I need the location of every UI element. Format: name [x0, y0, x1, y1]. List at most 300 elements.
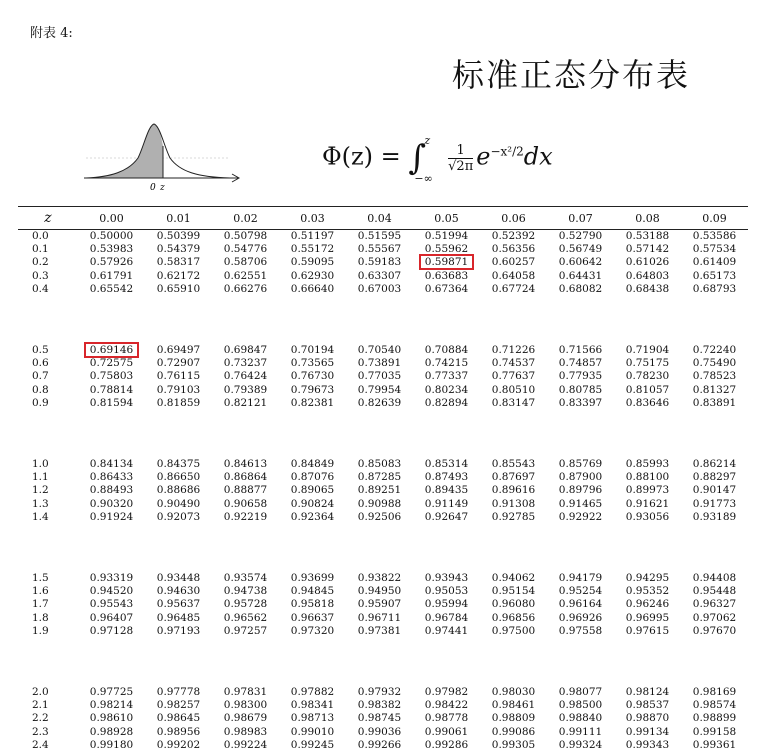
probability-cell — [547, 712, 614, 725]
probability-value: 0.98077 — [559, 686, 602, 698]
probability-value: 0.65542 — [90, 283, 133, 295]
probability-cell — [212, 471, 279, 484]
probability-cell — [145, 484, 212, 497]
probability-cell — [279, 686, 346, 699]
probability-value: 0.99180 — [90, 739, 133, 751]
probability-value: 0.96485 — [157, 612, 200, 624]
probability-cell — [145, 686, 212, 699]
probability-value: 0.98840 — [559, 712, 602, 724]
probability-value: 0.66640 — [291, 283, 334, 295]
probability-cell — [346, 625, 413, 638]
z-value-cell: 0.0 — [18, 230, 78, 244]
probability-value: 0.53983 — [90, 243, 133, 255]
probability-cell — [413, 612, 480, 625]
probability-value: 0.66276 — [224, 283, 267, 295]
probability-value: 0.96407 — [90, 612, 133, 624]
probability-value: 0.95352 — [626, 585, 669, 597]
upper-limit: z — [424, 134, 430, 147]
probability-cell — [279, 344, 346, 357]
z-value-cell: 1.3 — [18, 498, 78, 511]
probability-cell — [346, 344, 413, 357]
z-value-cell: 0.6 — [18, 357, 78, 370]
table-row — [18, 344, 748, 357]
probability-value: 0.97062 — [693, 612, 736, 624]
probability-cell — [346, 230, 413, 244]
probability-cell — [145, 471, 212, 484]
probability-value: 0.70194 — [291, 344, 334, 356]
probability-value: 0.99286 — [425, 739, 468, 751]
probability-value: 0.57534 — [693, 243, 736, 255]
probability-value: 0.91924 — [90, 511, 133, 523]
probability-cell — [346, 498, 413, 511]
probability-cell — [346, 598, 413, 611]
probability-value: 0.90490 — [157, 498, 200, 510]
probability-cell — [480, 458, 547, 471]
table-row — [18, 256, 748, 269]
probability-cell — [547, 484, 614, 497]
probability-value: 0.83147 — [492, 397, 535, 409]
highlighted-probability-value: 0.69146 — [86, 344, 137, 356]
probability-cell — [212, 572, 279, 585]
probability-cell — [212, 699, 279, 712]
probability-cell — [279, 484, 346, 497]
probability-value: 0.89065 — [291, 484, 334, 496]
probability-cell — [413, 270, 480, 283]
probability-cell — [480, 344, 547, 357]
probability-value: 0.79103 — [157, 384, 200, 396]
probability-value: 0.69847 — [224, 344, 267, 356]
probability-cell — [547, 498, 614, 511]
probability-value: 0.94738 — [224, 585, 267, 597]
probability-cell — [413, 511, 480, 524]
probability-cell — [614, 471, 681, 484]
probability-cell — [212, 511, 279, 524]
probability-value: 0.98745 — [358, 712, 401, 724]
probability-value: 0.81057 — [626, 384, 669, 396]
probability-value: 0.68438 — [626, 283, 669, 295]
probability-value: 0.54776 — [224, 243, 267, 255]
probability-value: 0.98500 — [559, 699, 602, 711]
probability-cell — [614, 370, 681, 383]
probability-value: 0.92785 — [492, 511, 535, 523]
probability-cell — [480, 270, 547, 283]
probability-value: 0.97778 — [157, 686, 200, 698]
probability-cell — [78, 726, 145, 739]
z-value-cell: 1.8 — [18, 612, 78, 625]
probability-value: 0.71566 — [559, 344, 602, 356]
probability-cell — [547, 270, 614, 283]
table-row — [18, 370, 748, 383]
probability-cell — [614, 243, 681, 256]
probability-cell — [614, 572, 681, 585]
probability-value: 0.74537 — [492, 357, 535, 369]
probability-value: 0.87285 — [358, 471, 401, 483]
probability-cell — [212, 712, 279, 725]
table-row — [18, 625, 748, 638]
probability-cell — [681, 370, 748, 383]
probability-cell — [78, 256, 145, 269]
table-row — [18, 230, 748, 244]
probability-value: 0.84375 — [157, 458, 200, 470]
probability-cell — [212, 585, 279, 598]
probability-cell — [547, 585, 614, 598]
probability-value: 0.90988 — [358, 498, 401, 510]
probability-value: 0.78814 — [90, 384, 133, 396]
table-row — [18, 484, 748, 497]
probability-value: 0.96926 — [559, 612, 602, 624]
probability-value: 0.97670 — [693, 625, 736, 637]
table-row — [18, 712, 748, 725]
probability-value: 0.96080 — [492, 598, 535, 610]
group-spacer — [18, 524, 748, 572]
probability-cell — [145, 739, 212, 752]
column-header: 0.08 — [614, 207, 681, 230]
probability-cell — [480, 699, 547, 712]
probability-cell — [413, 686, 480, 699]
probability-cell — [547, 370, 614, 383]
probability-cell — [78, 686, 145, 699]
probability-cell — [480, 283, 547, 296]
probability-value: 0.99111 — [559, 726, 602, 738]
probability-value: 0.61026 — [626, 256, 669, 268]
probability-value: 0.86433 — [90, 471, 133, 483]
probability-value: 0.77337 — [425, 370, 468, 382]
probability-value: 0.76115 — [157, 370, 200, 382]
probability-cell — [614, 511, 681, 524]
probability-cell — [346, 243, 413, 256]
probability-value: 0.85769 — [559, 458, 602, 470]
probability-cell — [145, 283, 212, 296]
probability-cell — [681, 712, 748, 725]
probability-cell — [78, 511, 145, 524]
probability-cell — [413, 458, 480, 471]
probability-cell — [614, 283, 681, 296]
probability-cell — [279, 357, 346, 370]
probability-value: 0.86214 — [693, 458, 736, 470]
column-header: 0.09 — [681, 207, 748, 230]
probability-value: 0.84849 — [291, 458, 334, 470]
probability-cell — [78, 585, 145, 598]
probability-cell — [346, 397, 413, 410]
z-value-cell: 0.9 — [18, 397, 78, 410]
probability-cell — [413, 256, 480, 269]
probability-cell — [279, 471, 346, 484]
probability-value: 0.98030 — [492, 686, 535, 698]
probability-value: 0.94179 — [559, 572, 602, 584]
probability-value: 0.79673 — [291, 384, 334, 396]
probability-cell — [547, 572, 614, 585]
probability-cell — [346, 357, 413, 370]
probability-value: 0.98169 — [693, 686, 736, 698]
probability-cell — [547, 256, 614, 269]
probability-cell — [212, 739, 279, 752]
table-body — [18, 230, 748, 752]
fraction-denominator: √2π — [448, 159, 473, 174]
probability-cell — [212, 344, 279, 357]
probability-cell — [547, 230, 614, 244]
probability-cell — [614, 625, 681, 638]
probability-value: 0.91149 — [425, 498, 468, 510]
probability-value: 0.93943 — [425, 572, 468, 584]
probability-value: 0.95254 — [559, 585, 602, 597]
appendix-label: 附表 4: — [30, 22, 73, 41]
probability-cell — [681, 256, 748, 269]
probability-value: 0.56749 — [559, 243, 602, 255]
probability-value: 0.80510 — [492, 384, 535, 396]
probability-cell — [346, 572, 413, 585]
probability-cell — [681, 270, 748, 283]
probability-cell — [413, 397, 480, 410]
probability-value: 0.96637 — [291, 612, 334, 624]
probability-value: 0.76730 — [291, 370, 334, 382]
probability-value: 0.99086 — [492, 726, 535, 738]
probability-cell — [346, 739, 413, 752]
probability-cell — [279, 598, 346, 611]
probability-value: 0.98778 — [425, 712, 468, 724]
z-value-cell: 1.0 — [18, 458, 78, 471]
probability-value: 0.88877 — [224, 484, 267, 496]
probability-cell — [145, 625, 212, 638]
probability-value: 0.91773 — [693, 498, 736, 510]
probability-cell — [78, 270, 145, 283]
probability-value: 0.95637 — [157, 598, 200, 610]
table-row — [18, 357, 748, 370]
table-row — [18, 726, 748, 739]
probability-cell — [614, 397, 681, 410]
probability-cell — [279, 712, 346, 725]
probability-value: 0.81594 — [90, 397, 133, 409]
probability-cell — [78, 612, 145, 625]
probability-value: 0.92647 — [425, 511, 468, 523]
table-row — [18, 612, 748, 625]
table-row — [18, 585, 748, 598]
page-title: 标准正态分布表 — [452, 50, 690, 96]
probability-cell — [547, 686, 614, 699]
table-row — [18, 243, 748, 256]
probability-cell — [78, 471, 145, 484]
probability-value: 0.95154 — [492, 585, 535, 597]
table-row — [18, 498, 748, 511]
probability-cell — [547, 726, 614, 739]
probability-value: 0.59183 — [358, 256, 401, 268]
probability-cell — [145, 270, 212, 283]
probability-cell — [681, 625, 748, 638]
probability-cell — [346, 471, 413, 484]
probability-value: 0.95053 — [425, 585, 468, 597]
probability-value: 0.84613 — [224, 458, 267, 470]
probability-cell — [212, 370, 279, 383]
probability-value: 0.65173 — [693, 270, 736, 282]
probability-cell — [145, 572, 212, 585]
probability-cell — [480, 511, 547, 524]
probability-cell — [413, 344, 480, 357]
probability-value: 0.97831 — [224, 686, 267, 698]
probability-value: 0.96784 — [425, 612, 468, 624]
probability-value: 0.51197 — [291, 230, 334, 242]
probability-cell — [681, 397, 748, 410]
probability-cell — [78, 572, 145, 585]
probability-cell — [681, 283, 748, 296]
group-spacer — [18, 638, 748, 686]
probability-value: 0.68793 — [693, 283, 736, 295]
probability-cell — [78, 712, 145, 725]
probability-cell — [413, 699, 480, 712]
probability-cell — [547, 384, 614, 397]
probability-cell — [279, 283, 346, 296]
probability-value: 0.98300 — [224, 699, 267, 711]
probability-value: 0.99266 — [358, 739, 401, 751]
probability-cell — [681, 230, 748, 244]
probability-cell — [614, 585, 681, 598]
fraction — [448, 143, 473, 174]
probability-cell — [78, 243, 145, 256]
probability-value: 0.86864 — [224, 471, 267, 483]
probability-cell — [681, 384, 748, 397]
probability-value: 0.98809 — [492, 712, 535, 724]
probability-value: 0.94630 — [157, 585, 200, 597]
probability-cell — [145, 344, 212, 357]
probability-value: 0.81327 — [693, 384, 736, 396]
probability-cell — [480, 572, 547, 585]
normal-curve-figure — [80, 118, 245, 196]
probability-value: 0.53188 — [626, 230, 669, 242]
probability-cell — [346, 699, 413, 712]
probability-cell — [279, 397, 346, 410]
probability-cell — [480, 384, 547, 397]
probability-cell — [346, 458, 413, 471]
probability-cell — [279, 511, 346, 524]
probability-value: 0.80234 — [425, 384, 468, 396]
probability-value: 0.92364 — [291, 511, 334, 523]
probability-value: 0.88297 — [693, 471, 736, 483]
probability-value: 0.97882 — [291, 686, 334, 698]
probability-cell — [145, 585, 212, 598]
probability-cell — [212, 270, 279, 283]
probability-value: 0.98899 — [693, 712, 736, 724]
probability-value: 0.94520 — [90, 585, 133, 597]
probability-cell — [413, 598, 480, 611]
probability-value: 0.87493 — [425, 471, 468, 483]
probability-cell — [614, 498, 681, 511]
probability-cell — [614, 598, 681, 611]
probability-value: 0.87900 — [559, 471, 602, 483]
table-header-row — [18, 207, 748, 230]
probability-value: 0.77035 — [358, 370, 401, 382]
probability-value: 0.90658 — [224, 498, 267, 510]
probability-cell — [413, 498, 480, 511]
probability-value: 0.71904 — [626, 344, 669, 356]
differential: dx — [524, 143, 553, 171]
probability-value: 0.60257 — [492, 256, 535, 268]
probability-cell — [145, 712, 212, 725]
column-header: 0.04 — [346, 207, 413, 230]
z-value-cell: 1.5 — [18, 572, 78, 585]
probability-value: 0.61409 — [693, 256, 736, 268]
probability-cell — [681, 243, 748, 256]
probability-cell — [346, 585, 413, 598]
probability-value: 0.93056 — [626, 511, 669, 523]
probability-cell — [78, 357, 145, 370]
probability-cell — [279, 612, 346, 625]
probability-value: 0.54379 — [157, 243, 200, 255]
table-row — [18, 598, 748, 611]
probability-value: 0.96562 — [224, 612, 267, 624]
probability-value: 0.64431 — [559, 270, 602, 282]
probability-value: 0.99245 — [291, 739, 334, 751]
probability-cell — [78, 739, 145, 752]
z-value-cell: 1.2 — [18, 484, 78, 497]
probability-cell — [413, 484, 480, 497]
z-value-cell: 2.4 — [18, 739, 78, 752]
highlighted-probability-value: 0.59871 — [421, 256, 472, 268]
table-row — [18, 739, 748, 752]
probability-value: 0.92219 — [224, 511, 267, 523]
probability-cell — [681, 739, 748, 752]
probability-cell — [145, 357, 212, 370]
probability-cell — [279, 270, 346, 283]
probability-cell — [145, 598, 212, 611]
probability-value: 0.99158 — [693, 726, 736, 738]
probability-cell — [78, 344, 145, 357]
probability-value: 0.67724 — [492, 283, 535, 295]
probability-value: 0.98382 — [358, 699, 401, 711]
z-value-cell: 2.1 — [18, 699, 78, 712]
probability-cell — [279, 585, 346, 598]
probability-cell — [145, 243, 212, 256]
z-value-cell: 2.3 — [18, 726, 78, 739]
probability-cell — [279, 256, 346, 269]
probability-value: 0.75175 — [626, 357, 669, 369]
probability-cell — [547, 699, 614, 712]
probability-cell — [614, 726, 681, 739]
probability-cell — [547, 471, 614, 484]
probability-cell — [413, 384, 480, 397]
probability-value: 0.62172 — [157, 270, 200, 282]
probability-value: 0.92922 — [559, 511, 602, 523]
column-header: 0.01 — [145, 207, 212, 230]
probability-cell — [346, 612, 413, 625]
probability-cell — [614, 686, 681, 699]
probability-cell — [480, 397, 547, 410]
probability-value: 0.83646 — [626, 397, 669, 409]
probability-cell — [480, 230, 547, 244]
probability-cell — [480, 484, 547, 497]
probability-cell — [413, 243, 480, 256]
probability-cell — [480, 612, 547, 625]
probability-value: 0.89251 — [358, 484, 401, 496]
probability-cell — [547, 612, 614, 625]
probability-value: 0.55962 — [425, 243, 468, 255]
probability-cell — [681, 471, 748, 484]
probability-value: 0.50399 — [157, 230, 200, 242]
probability-cell — [212, 498, 279, 511]
probability-value: 0.99010 — [291, 726, 334, 738]
probability-value: 0.99324 — [559, 739, 602, 751]
probability-value: 0.63307 — [358, 270, 401, 282]
z-value-cell: 0.8 — [18, 384, 78, 397]
probability-cell — [346, 370, 413, 383]
probability-cell — [413, 370, 480, 383]
probability-cell — [279, 458, 346, 471]
probability-value: 0.89796 — [559, 484, 602, 496]
probability-cell — [78, 484, 145, 497]
probability-value: 0.95728 — [224, 598, 267, 610]
probability-value: 0.97558 — [559, 625, 602, 637]
probability-cell — [413, 230, 480, 244]
probability-cell — [78, 397, 145, 410]
probability-cell — [614, 344, 681, 357]
probability-value: 0.85314 — [425, 458, 468, 470]
